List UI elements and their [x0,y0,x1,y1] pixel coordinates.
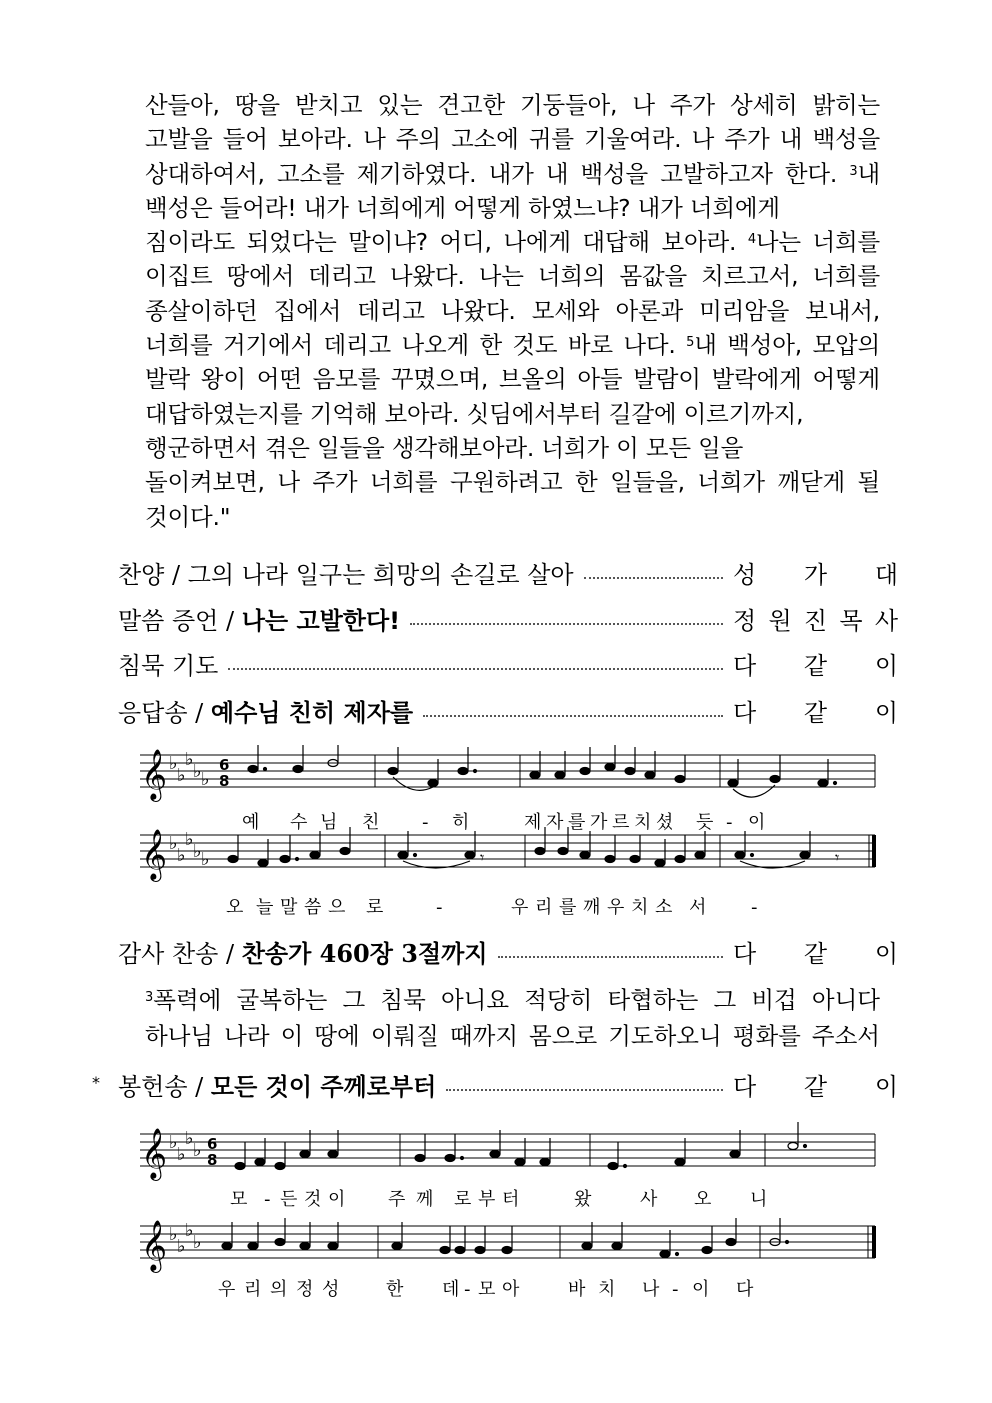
svg-text:♭: ♭ [193,761,202,782]
reading-line: 이집트 땅에서 데리고 나왔다. 나는 너희의 몸값을 치르고서, 너희를 [145,262,880,291]
verse-number: 3 [145,990,154,1005]
leader-dots [446,1089,723,1091]
treble-clef-icon: 𝄞 [141,1220,168,1271]
order-performer: 정 원 진 목 사 [733,606,898,635]
svg-text:♭: ♭ [185,1220,194,1241]
svg-text:♭: ♭ [177,1236,186,1257]
svg-text:♭: ♭ [185,829,194,850]
verse-number: 4 [747,232,756,248]
reading-line: 산들아, 땅을 받치고 있는 견고한 기둥들아, 나 주가 상세히 밝히는 [145,91,880,119]
svg-text:♭: ♭ [193,1140,202,1161]
reading-line: 고발을 들어 보아라. 나 주의 고소에 귀를 기울여라. 나 주가 내 백성을 [145,125,880,154]
treble-clef-icon: 𝄞 [141,1128,168,1179]
order-performer: 다 같 이 [733,939,898,968]
svg-text:♭: ♭ [169,1132,178,1153]
order-row-sermon [118,598,898,638]
order-label: 침묵 기도 [118,651,219,680]
leader-dots [423,715,723,717]
time-signature-bottom: 8 [219,772,230,790]
order-row-response-song [118,690,898,730]
scripture-reading [145,88,880,534]
time-signature-top: 6 [207,1135,218,1153]
order-row-offertory [118,1064,898,1104]
time-signature-top: 6 [219,756,230,774]
order-performer: 다 같 이 [733,1072,898,1101]
verse-number: 3 [849,163,858,179]
order-label: 말씀 증언 / 나는 고발한다! [118,606,401,635]
order-label: 찬양 / 그의 나라 일구는 희망의 손길로 살아 [118,560,574,589]
order-performer: 다 같 이 [733,698,898,727]
eighth-rest-icon: 𝄾 [835,848,840,867]
reading-line: 발락 왕이 어떤 음모를 꾸몄으며, 브올의 아들 발람이 발락에게 어떻게 [145,365,880,394]
score2-lyrics-line1: 모 - 든 것 이 주 께 로 부 터 왔 사 오 니 [230,1189,768,1210]
reading-line: 너희를 거기에서 데리고 나오게 한 것도 바로 나다. $^5$내 백성아, 모압의 [145,331,880,360]
svg-text:♭: ♭ [169,1224,178,1245]
order-label: 감사 찬송 / 찬송가 460장 3절까지 [118,938,488,968]
svg-text:♭: ♭ [177,845,186,866]
svg-text:♭: ♭ [177,1144,186,1165]
svg-text:♭: ♭ [193,841,202,862]
score1-lyrics-line1: 예 수 님 친 - 히 제 자 를 가 르 치 셨 듯 - 이 [242,812,766,833]
hymn-verse [145,982,880,1054]
svg-text:♭: ♭ [177,765,186,786]
order-label: 응답송 / 예수님 친히 제자를 [118,697,414,727]
score2-lyrics-line2: 우 리 의 정 성 한 데 - 모 아 바 치 나 - 이 다 [218,1279,754,1300]
hymn-line: 하나님 나라 이 땅에 이뤄질 때까지 몸으로 기도하오니 평화를 주소서 [145,1022,880,1050]
key-signature-flats-icon [169,749,210,870]
svg-text:♭: ♭ [185,1128,194,1149]
key-signature-flats-icon [169,1128,202,1257]
order-performer: 성 가 대 [733,560,898,589]
leader-dots [584,577,723,579]
leader-dots [410,623,723,625]
treble-clef-icon: 𝄞 [141,829,168,880]
treble-clef-icon: 𝄞 [141,749,168,800]
order-label: 봉헌송 / 모든 것이 주께로부터 [118,1071,437,1101]
reading-line: 돌이켜보면, 나 주가 너희를 구원하려고 한 일들을, 너희가 깨닫게 될 [145,468,880,497]
leader-dots [498,956,723,958]
score1-lyrics-line2: 오 늘 말 씀 으 로 - 우 리 를 깨 우 치 소 서 - [226,897,758,918]
svg-text:♭: ♭ [185,749,194,770]
leader-dots [228,668,723,670]
svg-text:♭: ♭ [201,769,210,790]
order-row-praise [118,552,898,592]
order-performer: 다 같 이 [733,651,898,680]
svg-text:♭: ♭ [201,849,210,870]
verse-number: 5 [686,335,695,351]
svg-text:♭: ♭ [169,753,178,774]
order-row-silent-prayer [118,643,898,683]
reading-line: 상대하여서, 고소를 제기하였다. 내가 내 백성을 고발하고자 한다. $^3$내 [145,159,880,188]
reading-line: 짐이라도 되었다는 말이냐? 어디, 나에게 대답해 보아라. $^4$나는 너희를 [145,228,880,257]
reading-line: 행군하면서 겪은 일들을 생각해보아라. 너희가 이 모든 일을 [145,433,744,462]
svg-text:♭: ♭ [193,1232,202,1253]
reading-line: 백성은 들어라! 내가 너희에게 어떻게 하였느냐? 내가 너희에게 [145,193,780,222]
reading-line: 종살이하던 집에서 데리고 나왔다. 모세와 아론과 미리암을 보내서, [145,296,880,325]
hymn-line: $^3$폭력에 굴복하는 그 침묵 아니요 적당히 타협하는 그 비겁 아니다 [145,986,880,1014]
svg-text:♭: ♭ [169,833,178,854]
time-signature-bottom: 8 [207,1151,218,1169]
eighth-rest-icon: 𝄾 [480,848,485,867]
reading-line: 대답하였는지를 기억해 보아라. 싯딤에서부터 길갈에 이르기까지, [145,399,804,428]
order-row-thanks-hymn [118,931,898,971]
standing-mark-icon: * [92,1073,100,1092]
reading-line: 것이다." [145,502,231,531]
